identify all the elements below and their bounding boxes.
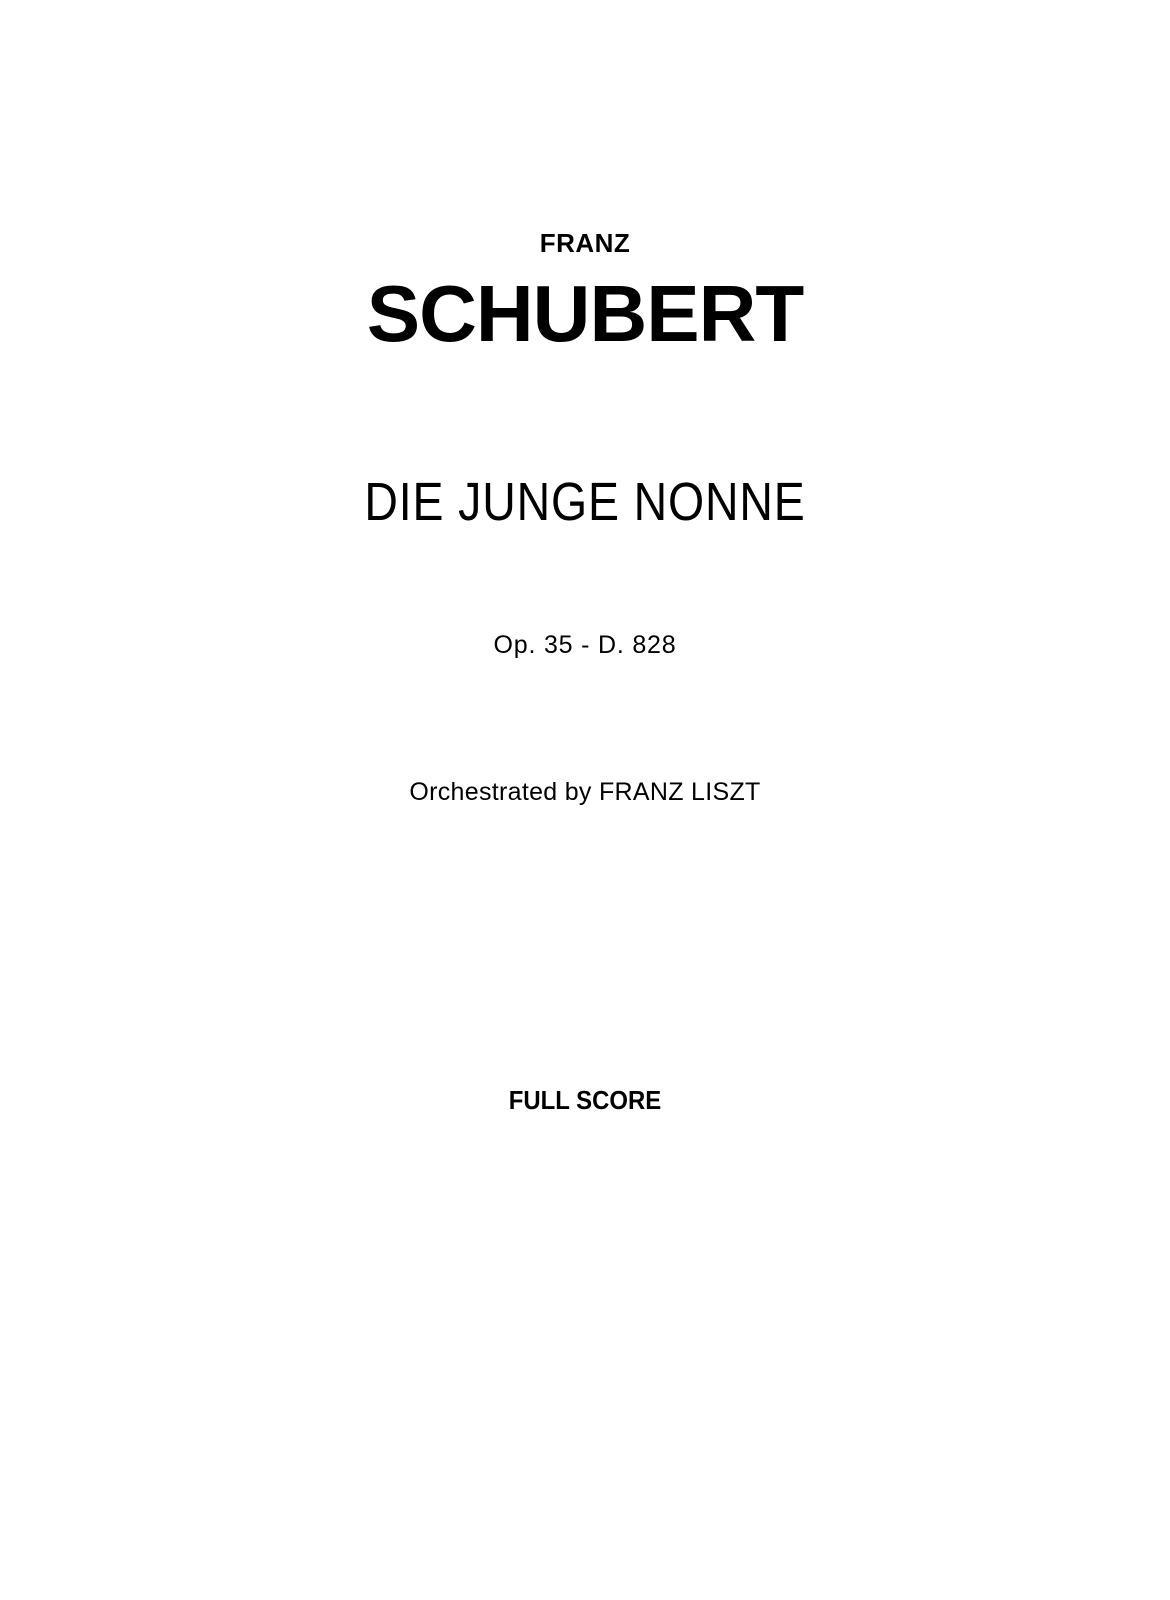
catalog-number: Op. 35 - D. 828 — [493, 631, 677, 659]
orchestration-credit: Orchestrated by FRANZ LISZT — [409, 778, 761, 806]
composer-first-name: FRANZ — [539, 228, 631, 258]
work-title: DIE JUNGE NONNE — [364, 472, 806, 532]
score-type-label: FULL SCORE — [508, 1085, 662, 1115]
composer-last-name: SCHUBERT — [366, 269, 804, 358]
